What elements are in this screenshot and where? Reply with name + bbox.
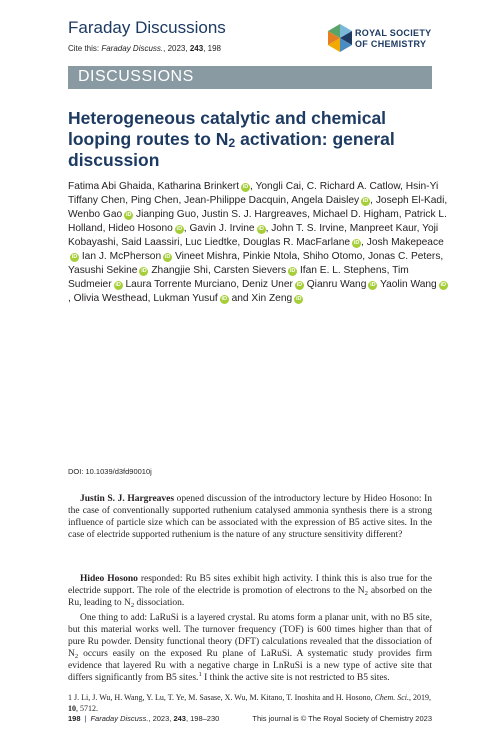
cite-journal: Faraday Discuss. xyxy=(101,44,164,53)
orcid-icon[interactable]: iD xyxy=(115,282,121,288)
author-name: Josh Makepeace xyxy=(366,237,444,248)
subscript: 2 xyxy=(130,602,135,609)
author-separator: , xyxy=(444,195,448,206)
section-label: DISCUSSIONS xyxy=(78,68,194,85)
orcid-icon[interactable]: iD xyxy=(440,282,446,288)
author-name: Ifan E. L. Stephens xyxy=(299,265,387,276)
author-name: Hideo Hosono xyxy=(108,223,173,234)
author-name: Qianru Wang xyxy=(306,279,367,290)
author-separator: , xyxy=(102,223,109,234)
publisher-name xyxy=(355,28,431,50)
page-footer xyxy=(68,714,432,723)
author-name: Carsten Sievers xyxy=(213,265,287,276)
footer-separator: | xyxy=(84,714,87,723)
orcid-icon[interactable]: iD xyxy=(164,254,171,260)
paragraph-text: I think the active site is not restricted to B5 sites. xyxy=(201,673,390,683)
title-subscript: 2 xyxy=(228,136,236,150)
author-name: Yoji Kobayashi xyxy=(68,223,439,248)
orcid-icon[interactable]: iD xyxy=(141,268,147,274)
subscript: 2 xyxy=(74,653,79,660)
author-separator: , xyxy=(115,237,122,248)
paragraph-text: opened discussion of the introductory lecture by Hideo Hosono: In the case of conventionally supported ruthenium catalysed ammonia synthesis there is a strong influence of particle size which can be associated with the expression of B5 active sites. In the case of electride supported ruthenium is the nature of any structure sensitivity different? xyxy=(68,494,433,540)
footnote-text: , 2019, xyxy=(409,693,431,702)
author-name: Lukman Yusuf xyxy=(153,293,218,304)
section-banner xyxy=(68,66,432,89)
footer-copyright: This journal is © The Royal Society of Chemistry 2023 xyxy=(252,714,432,723)
cite-pages: , 198 xyxy=(203,44,221,53)
orcid-icon[interactable]: iD xyxy=(295,296,302,302)
title-part-1: Heterogeneous catalytic and chemical looping routes to N xyxy=(68,108,387,149)
subscript: 2 xyxy=(364,590,368,597)
author-name: Shiho Otomo xyxy=(302,251,363,262)
paragraph-text: responded: Ru B5 sites exhibit high activity. I think this is also true for the electride support. The role of the electride is promotion of electrons to the N xyxy=(68,574,432,596)
speaker-name: Hideo Hosono xyxy=(80,574,138,584)
author-name: Michael D. Higham xyxy=(312,209,399,220)
footnote-ref[interactable]: 1 xyxy=(198,671,202,678)
author-separator: , xyxy=(416,223,423,234)
author-name: Yongli Cai xyxy=(255,181,302,192)
paragraph-text: absorbed on the Ru, leading to N xyxy=(68,586,433,608)
author-name: Justin S. J. Hargreaves xyxy=(201,209,308,220)
orcid-icon[interactable]: iD xyxy=(296,282,303,288)
author-separator: , xyxy=(362,251,368,262)
citation-line xyxy=(68,44,221,53)
author-separator: , xyxy=(207,265,214,276)
author-name: Manpreet Kaur xyxy=(349,223,417,234)
cite-volume: 243 xyxy=(189,44,204,53)
author-separator: , xyxy=(236,279,242,290)
author-name: Deniz Uner xyxy=(241,279,293,290)
author-name: Jianping Guo xyxy=(136,209,197,220)
author-separator: , xyxy=(297,251,303,262)
title-part-2: activation: general discussion xyxy=(68,129,395,170)
paragraph-text: dissociation. xyxy=(134,598,185,608)
author-separator: , xyxy=(68,293,74,304)
author-separator: , xyxy=(440,251,444,262)
author-name: Yasushi Sekine xyxy=(68,265,138,276)
author-separator: , xyxy=(151,181,158,192)
author-name: Laura Torrente Murciano xyxy=(125,279,237,290)
footnote xyxy=(68,692,432,714)
author-list xyxy=(68,180,448,306)
author-name: Hsin-Yi Tiffany Chen xyxy=(68,181,439,206)
paragraph-text: One thing to add: LaRuSi is a layered crystal. Ru atoms form a planar unit, with no B5 site, but this material works well. The turnover frequency (TOF) is 600 times higher than that of pure Ru powder. Density functional theory (DFT) calculations revealed that the dissociation of N xyxy=(68,613,432,659)
footer-pages: , 198–230 xyxy=(185,714,220,723)
author-name: Patrick L. Holland xyxy=(68,209,447,234)
speaker-name: Justin S. J. Hargreaves xyxy=(80,494,175,504)
author-separator: , xyxy=(265,223,272,234)
author-separator: , xyxy=(183,223,190,234)
author-name: Katharina Brinkert xyxy=(157,181,240,192)
paragraph-3 xyxy=(68,612,432,684)
author-separator: , xyxy=(344,223,350,234)
footnote-journal: Chem. Sci. xyxy=(374,693,409,702)
author-separator: , xyxy=(237,251,243,262)
author-name: Wenbo Gao xyxy=(68,209,123,220)
author-name: Luc Liedtke xyxy=(185,237,238,248)
orcid-icon[interactable]: iD xyxy=(289,268,296,274)
orcid-icon[interactable]: iD xyxy=(176,226,183,232)
publisher-line-2: OF CHEMISTRY xyxy=(355,39,427,49)
author-separator: , xyxy=(370,195,376,206)
author-separator: , xyxy=(125,195,131,206)
author-separator: , xyxy=(237,237,244,248)
author-name: Said Laassiri xyxy=(121,237,180,248)
orcid-icon[interactable]: iD xyxy=(362,198,369,204)
author-separator: , xyxy=(178,195,185,206)
paragraph-1 xyxy=(68,493,432,541)
cite-prefix: Cite this: xyxy=(68,44,102,53)
footnote-text: , 5712. xyxy=(76,704,98,713)
author-name: Zhangjie Shi xyxy=(151,265,208,276)
author-name: Jonas C. Peters xyxy=(367,251,441,262)
author-separator: , xyxy=(361,237,367,248)
paragraph-2 xyxy=(68,573,432,609)
author-name: Fatima Abi Ghaida xyxy=(68,181,152,192)
author-separator: , xyxy=(307,209,313,220)
author-name: Jean-Philippe Dacquin xyxy=(184,195,287,206)
author-separator: , xyxy=(398,209,405,220)
page-number: 198 xyxy=(68,714,81,723)
author-name: C. Richard A. Catlow xyxy=(306,181,401,192)
orcid-icon[interactable]: iD xyxy=(258,226,264,232)
author-separator: , xyxy=(400,181,406,192)
author-separator: , xyxy=(386,265,393,276)
author-name: Gavin J. Irvine xyxy=(189,223,255,234)
author-name: Ping Chen xyxy=(130,195,179,206)
orcid-icon[interactable]: iD xyxy=(242,184,249,190)
orcid-icon[interactable]: iD xyxy=(221,296,227,302)
author-separator: , xyxy=(196,209,202,220)
publisher-line-1: ROYAL SOCIETY xyxy=(355,28,432,38)
footer-volume: 243 xyxy=(173,714,186,723)
author-name: Pinkie Ntola xyxy=(242,251,298,262)
author-separator: and xyxy=(228,293,252,304)
author-name: Ian J. McPherson xyxy=(81,251,162,262)
author-name: Vineet Mishra xyxy=(174,251,238,262)
author-separator: , xyxy=(147,293,154,304)
footer-journal: Faraday Discuss. xyxy=(90,714,149,723)
orcid-icon[interactable]: iD xyxy=(353,240,360,246)
doi[interactable]: DOI: 10.1039/d3fd90010j xyxy=(68,467,152,476)
author-name: Douglas R. MacFarlane xyxy=(243,237,351,248)
orcid-icon[interactable]: iD xyxy=(125,212,132,218)
author-name: Angela Daisley xyxy=(291,195,360,206)
article-title xyxy=(68,108,432,171)
orcid-icon[interactable]: iD xyxy=(370,282,376,288)
footer-rest: , 2023, xyxy=(148,714,174,723)
author-name: Xin Zeng xyxy=(251,293,293,304)
footnote-volume: 10 xyxy=(68,704,76,713)
author-name: Tim Sudmeier xyxy=(68,265,409,290)
orcid-icon[interactable]: iD xyxy=(71,254,78,260)
author-name: Joseph El-Kadi xyxy=(375,195,445,206)
paragraph-text: occurs easily on the exposed Ru plane of LaRuSi. A systematic study provides firm evidence that layered Ru with a negative charge in LnRuSi is a new type of active site that differs significantly from B5 sites. xyxy=(68,649,432,683)
author-separator: , xyxy=(250,181,256,192)
author-separator: , xyxy=(301,181,307,192)
journal-name: Faraday Discussions xyxy=(68,18,226,37)
cite-rest: , 2023, xyxy=(163,44,190,53)
author-separator: , xyxy=(286,195,292,206)
author-name: John T. S. Irvine xyxy=(271,223,345,234)
author-separator: , xyxy=(179,237,186,248)
footnote-text: 1 J. Li, J. Wu, H. Wang, Y. Lu, T. Ye, M. Sasase, X. Wu, M. Kitano, T. Inoshita and H. Hosono, xyxy=(68,693,375,702)
author-name: Yaolin Wang xyxy=(380,279,437,290)
author-name: Olivia Westhead xyxy=(73,293,148,304)
